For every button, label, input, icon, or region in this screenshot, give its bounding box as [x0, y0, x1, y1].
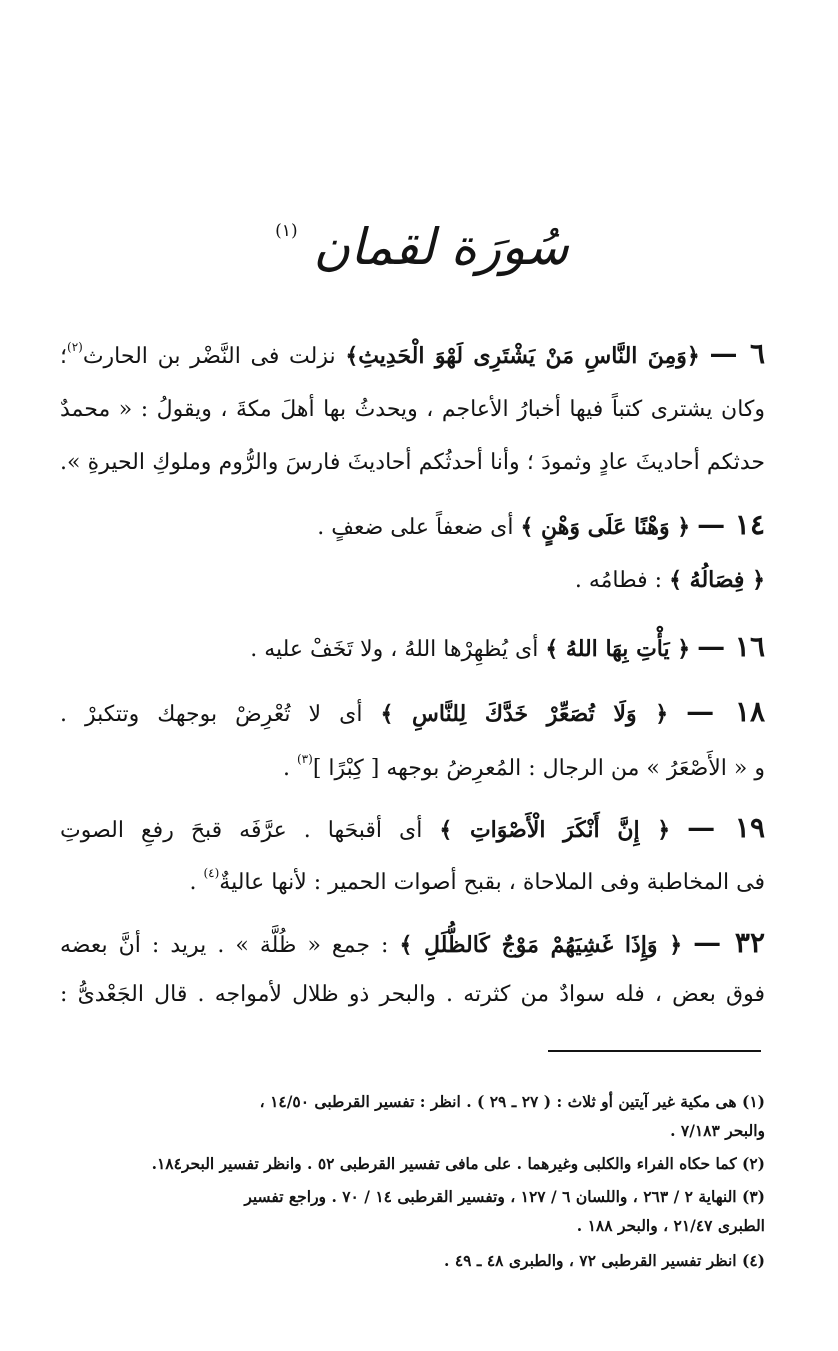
verse-commentary: : فطامُه .	[574, 568, 663, 593]
footnote-1-line-1: (١) هى مكية غير آيتين أو ثلاث : ( ٢٧ ـ ٢٩ ) . انظر : تفسير القرطبى ١٤/٥٠ ،	[259, 1092, 765, 1111]
verse-commentary: أى لا تُعْرِضْ بوجهك وتتكبرْ .	[60, 702, 363, 727]
footnote-3-line-1: (٣) النهاية ٢ / ٢٦٣ ، واللسان ٦ / ١٢٧ ، وتفسير القرطبى ١٤ / ٧٠ . وراجع تفسير	[244, 1187, 765, 1206]
verse-commentary: أى يُظهِرْها اللهُ ، ولا تَخَفْ عليه .	[250, 637, 539, 662]
verse-18-line-2	[60, 752, 765, 782]
footnote-marker: (٤)	[203, 866, 220, 880]
verse-6-line-3: حدثكم أحاديثَ عادٍ وثمودَ ؛ وأنا أحدثُكم أحاديثَ فارسَ والرُّوم وملوكِ الحيرةِ ».	[60, 450, 765, 475]
verse-number: ١٨ —	[686, 695, 766, 728]
verse-number: ١٤ —	[697, 508, 765, 541]
quran-quote: ﴿ يَأْتِ بِهَا اللهُ ﴾	[545, 636, 691, 662]
verse-19-line-1	[60, 811, 765, 845]
verse-6-line-2: وكان يشترى كتباً فيها أخبارُ الأعاجم ، ويحدثُ بها أهلَ مكةَ ، ويقولُ : « محمدٌ	[60, 397, 765, 422]
verse-commentary: فى المخاطبة وفى الملاحاة ، بقبح أصوات الحمير : لأنها عاليةٌ	[219, 870, 765, 895]
verse-commentary: نزلت فى النَّضْر بن الحارث	[82, 344, 336, 369]
quran-quote: ﴿ وَلَا تُصَعِّرْ خَدَّكَ لِلنَّاسِ ﴾	[380, 701, 669, 727]
punctuation: ؛	[60, 344, 67, 369]
footnote-1-line-2: والبحر ٧/١٨٣ .	[670, 1121, 765, 1140]
quran-quote: ﴿ وَإِذَا غَشِيَهُمْ مَوْجٌ كَالظُّلَلِ ﴾	[399, 932, 683, 958]
surah-title	[0, 218, 838, 276]
quran-quote: ﴿ فِصَالُهُ ﴾	[669, 567, 765, 593]
footnote-2: (٢) كما حكاه الفراء والكلبى وغيرهما . على مافى تفسير القرطبى ٥٢ . وانظر تفسير البحر١٨٤.	[151, 1154, 765, 1173]
verse-commentary: : جمع « ظُلَّة » . يريد : أنَّ بعضه	[60, 933, 389, 958]
verse-commentary: أى أقبحَها . عرَّفَه قبحَ رفعِ الصوتِ	[60, 818, 423, 843]
footnote-separator	[548, 1050, 761, 1052]
verse-14-line-1	[60, 508, 765, 542]
verse-32-line-1	[60, 926, 765, 960]
footnote-marker: (١)	[275, 221, 298, 241]
verse-number: ٣٢ —	[693, 926, 765, 959]
quran-quote: ﴿ وَهْنًا عَلَى وَهْنٍ ﴾	[520, 514, 691, 540]
verse-18-line-1	[60, 695, 765, 729]
punctuation: .	[189, 870, 197, 895]
quran-quote: ﴿ إِنَّ أَنْكَرَ الْأَصْوَاتِ ﴾	[439, 817, 671, 843]
verse-number: ١٦ —	[697, 630, 765, 663]
surah-title-text: سُورَة لقمان	[313, 218, 569, 276]
footnote-marker: (٢)	[67, 340, 83, 354]
verse-number: ١٩ —	[687, 811, 765, 844]
punctuation: .	[282, 756, 290, 781]
verse-commentary: أى ضعفاً على ضعفٍ .	[317, 515, 514, 540]
verse-number: ٦ —	[709, 337, 766, 370]
footnote-4: (٤) انظر تفسير القرطبى ٧٢ ، والطبرى ٤٨ ـ ٤٩ .	[444, 1251, 765, 1270]
verse-6-line-1	[60, 337, 765, 371]
verse-16-line-1	[60, 630, 765, 664]
footnote-3-line-2: الطبرى ٢١/٤٧ ، والبحر ١٨٨ .	[576, 1216, 765, 1235]
verse-32-line-2: فوق بعض ، فله سوادٌ من كثرته . والبحر ذو ظلال لأمواجه . قال الجَعْدىُّ :	[60, 982, 765, 1007]
footnote-marker: (٣)	[296, 752, 313, 766]
verse-19-line-2	[60, 866, 765, 896]
verse-commentary: و « الأَصْعَرُ » من الرجال : المُعرِضُ بوجهه [ كِبْرًا ]	[312, 756, 765, 781]
quran-quote: ﴿وَمِنَ النَّاسِ مَنْ يَشْتَرِى لَهْوَ الْحَدِيثِ﴾	[345, 343, 700, 369]
verse-14-line-2	[60, 567, 765, 594]
